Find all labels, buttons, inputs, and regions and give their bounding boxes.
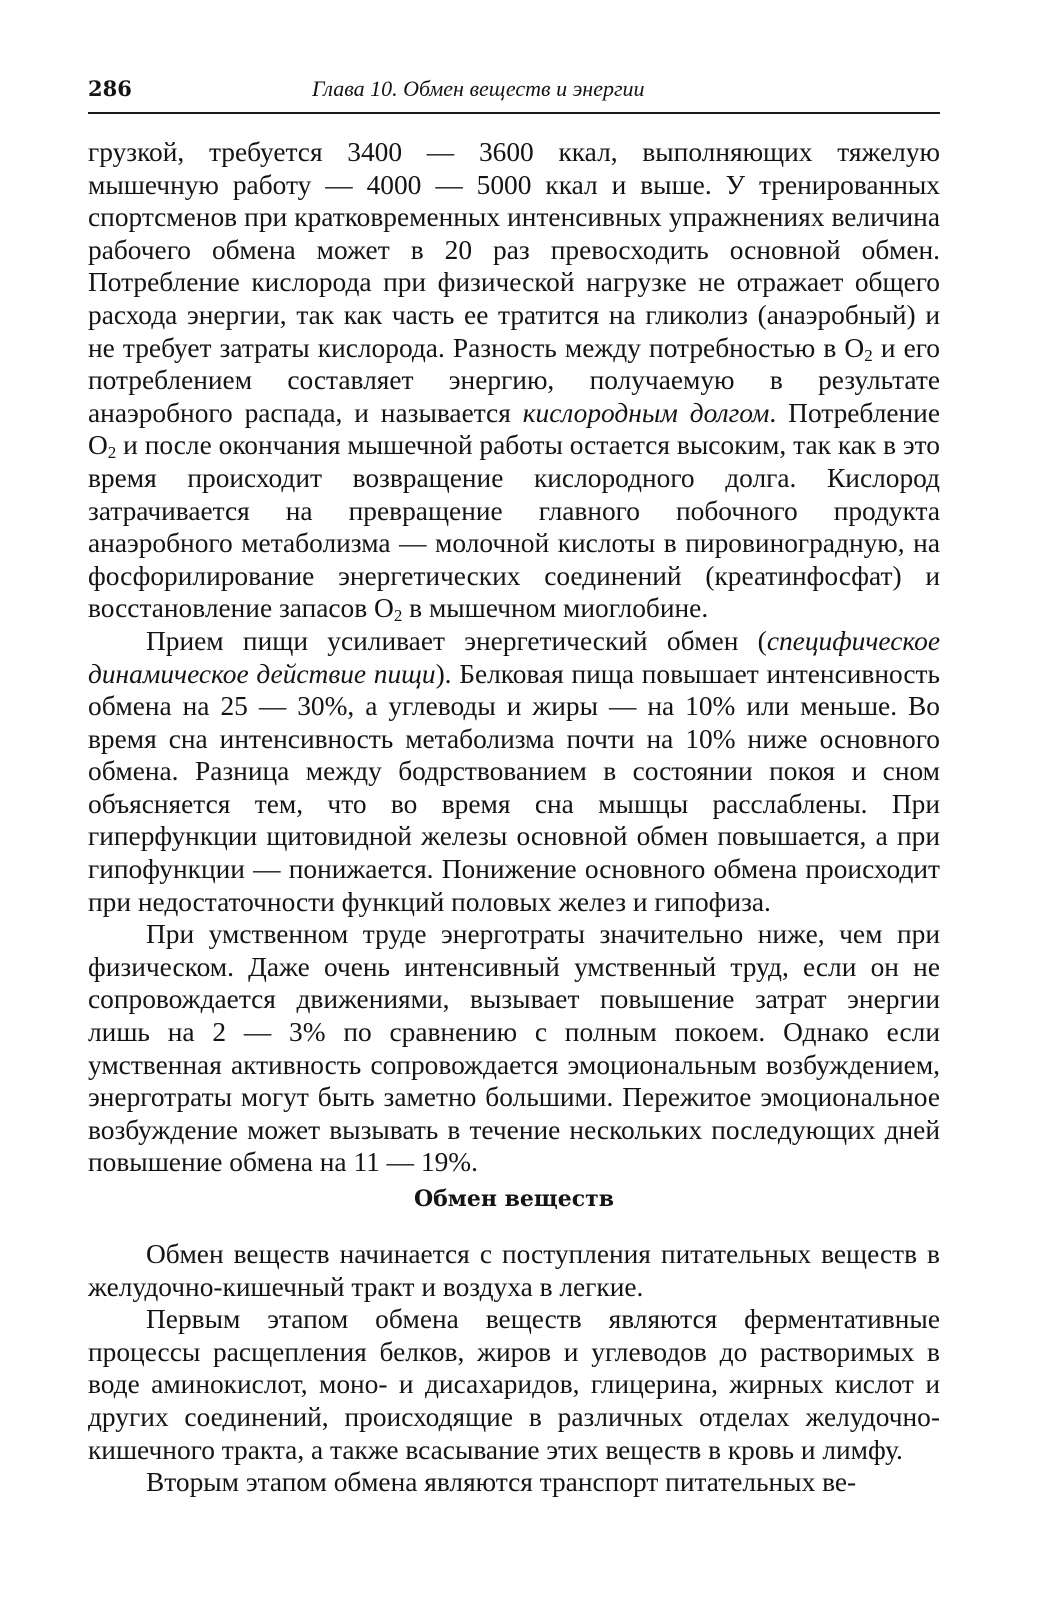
text-segment: ). Белковая пища повышает интенсивность обмена на 25 — 30%, а углеводы и жиры — на 10% или меньше. Во время сна интенсивность метаболизма почти на 10% ниже основного обмена. Разница между бодрствованием в состоянии покоя и сном объясняется тем, что во время сна мышцы расслаблены. При гиперфункции щитовидной железы основной обмен повышается, а при гипофункции — понижается. Понижение основного обмена происходит при недостаточности функций половых желез и гипофиза. — [88, 658, 940, 917]
subscript: 2 — [393, 606, 403, 626]
page-number: 286 — [88, 76, 132, 101]
section-paragraph — [88, 1303, 940, 1466]
italic-term: специфическое динамическое действие пищи — [88, 625, 940, 689]
body-text-top — [88, 136, 940, 1179]
paragraph-mental-work — [88, 918, 940, 1179]
section-heading: Обмен веществ — [413, 1186, 615, 1212]
text-segment: Первым этапом обмена веществ являются ферментативные процессы расщепления белков, жиров и углеводов до растворимых в воде аминокислот, моно- и дисахаридов, глицерина, жирных кислот и других соединений, происходящие в различных отделах желудочно-кишечного тракта, а также всасывание этих веществ в кровь и лимфу. — [88, 1304, 940, 1465]
running-header — [88, 72, 940, 114]
chapter-title: Глава 10. Обмен веществ и энергии — [312, 76, 645, 101]
text-segment: и его потреблением составляет энергию, получаемую в результате анаэробного распада, и называется — [88, 332, 940, 428]
paragraph-food-intake — [88, 625, 940, 918]
text-segment: и после окончания мышечной работы остается высоким, так как в это время происходит возвращение кислородного долга. Кислород затрачивается на превращение главного побочного продукта анаэробного метаболизма — молочной кислоты в пировиноградную, на фосфорилирование энергетических соединений (креатинфосфат) и восстановление запасов O — [88, 430, 940, 624]
text-segment: Обмен веществ начинается с поступления питательных веществ в желудочно-кишечный тракт и воздуха в легкие. — [88, 1239, 940, 1302]
subscript: 2 — [864, 345, 873, 365]
text-segment: в мышечном миоглобине. — [402, 593, 709, 624]
text-segment: При умственном труде энерготраты значительно ниже, чем при физическом. Даже очень интенсивный умственный труд, если он не сопровождается движениями, вызывает повышение затрат энергии лишь на 2 — 3% по сравнению с полным покоем. Однако если умственная активность сопровождается эмоциональным возбуждением, энерготраты могут быть заметно большими. Пережитое эмоциональное возбуждение может вызывать в течение нескольких последующих дней повышение обмена на 11 — 19%. — [88, 919, 940, 1178]
text-segment: грузкой, требуется 3400 — 3600 ккал, выполняющих тяжелую мышечную работу — 4000 — 5000 ккал и выше. У тренированных спортсменов при кратковременных интенсивных упражнениях величина рабочего обмена может в 20 раз превосходить основной обмен. Потребление кислорода при физической нагрузке не отражает общего расхода энергии, так как часть ее тратится на гликолиз (анаэробный) и не требует затраты кислорода. Разность между потребностью в O — [88, 137, 940, 363]
text-segment: Вторым этапом обмена являются транспорт питательных ве- — [146, 1467, 857, 1498]
subscript: 2 — [107, 443, 117, 463]
text-segment: . Потребление O — [88, 397, 940, 461]
paragraph-oxygen-debt — [88, 136, 940, 625]
section-heading-wrap — [88, 1186, 940, 1212]
text-segment: Прием пищи усиливает энергетический обмен ( — [146, 625, 767, 656]
section-paragraph — [88, 1466, 940, 1499]
body-text-section — [88, 1238, 940, 1499]
section-paragraph — [88, 1238, 940, 1303]
italic-term: кислородным долгом — [522, 397, 770, 428]
